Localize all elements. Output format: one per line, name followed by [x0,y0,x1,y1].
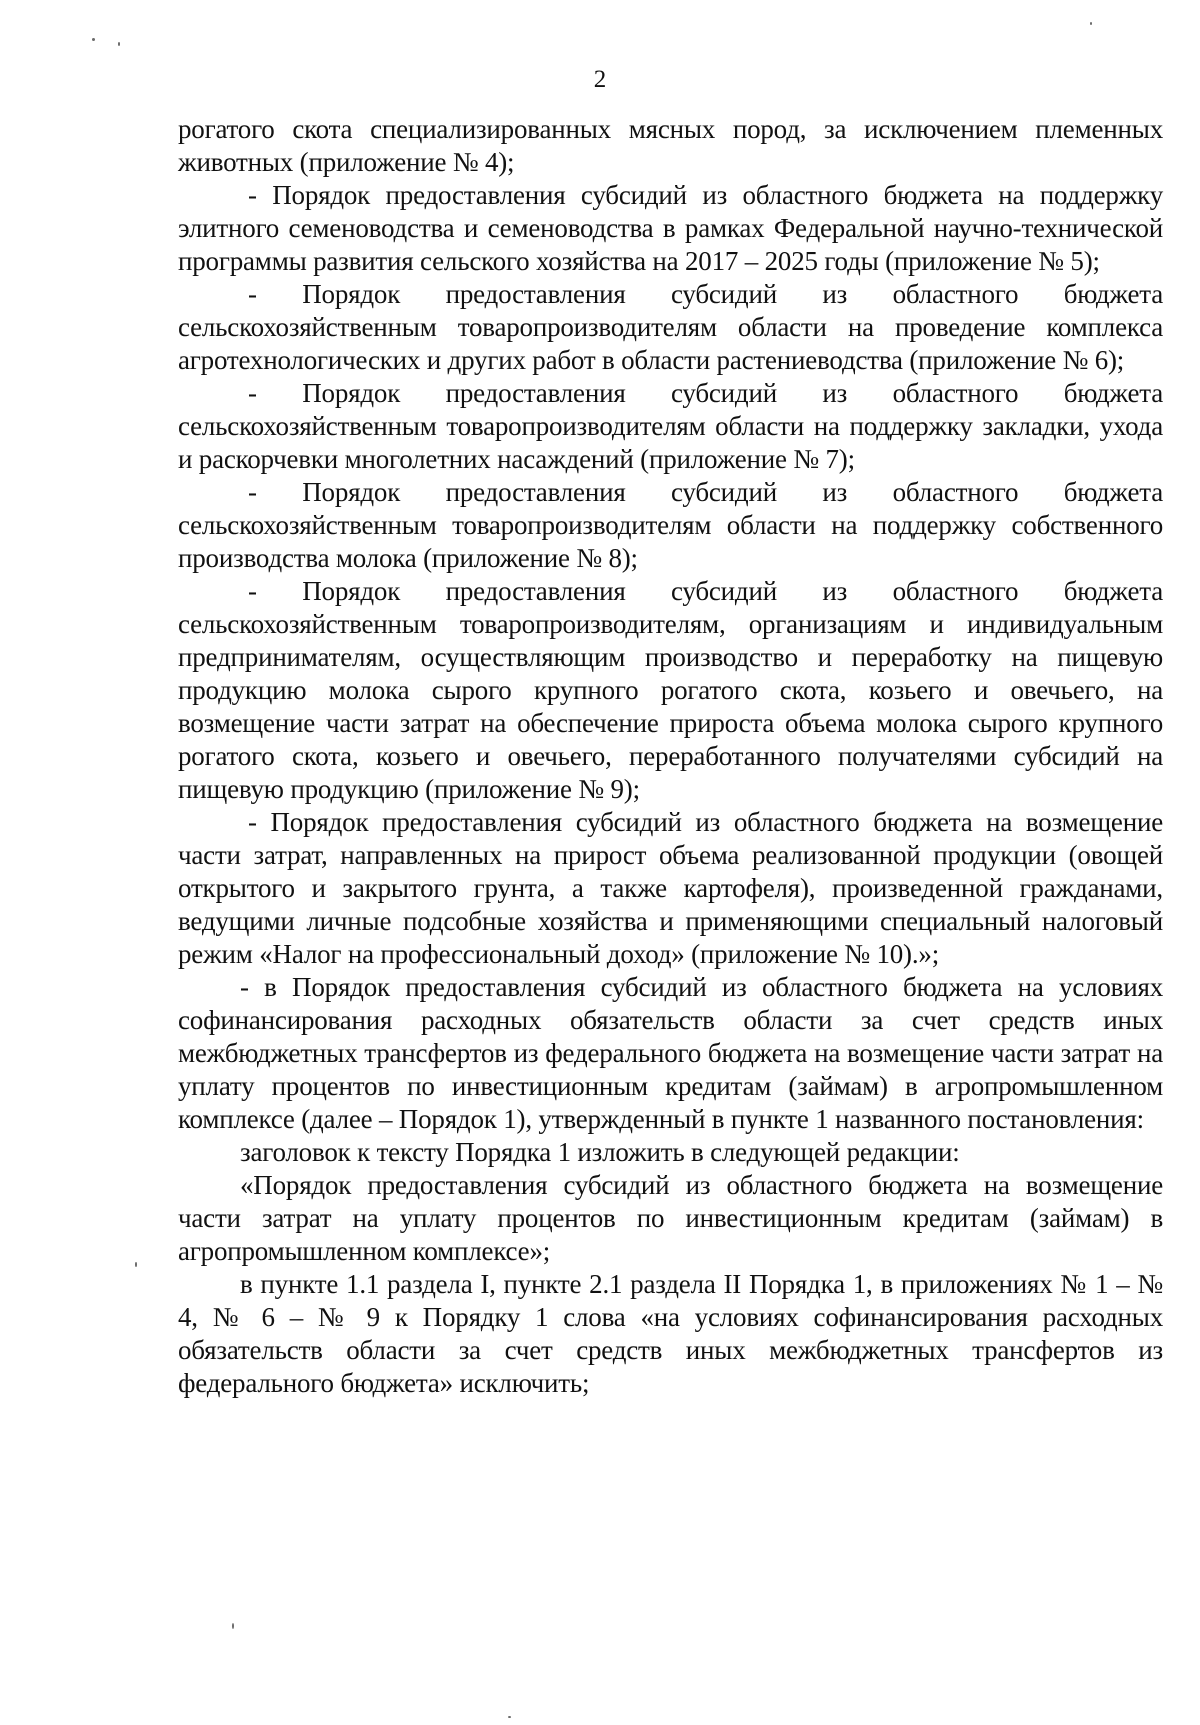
scan-speck [1090,22,1092,25]
scan-speck [232,1623,234,1629]
list-item-appendix-7: - Порядок предоставления субсидий из областного бюджета сельскохозяйственным товаропроизводителям области на поддержку закладки, ухода и раскорчевки многолетних насаждений (приложение № 7); [178,378,1163,474]
list-item-appendix-9: - Порядок предоставления субсидий из областного бюджета сельскохозяйственным товаропроизводителям, организациям и индивидуальным предпринимателям, осуществляющим производство и переработку на пищевую продукцию молока сырого крупного рогатого скота, козьего и овечьего, на возмещение части затрат на обеспечение прироста объема молока сырого крупного рогатого скота, козьего и овечьего, переработанного получателями субсидий на пищевую продукцию (приложение № 9); [178,576,1163,804]
amendment-procedure-1: - в Порядок предоставления субсидий из областного бюджета на условиях софинансирования расходных обязательств области за счет средств иных межбюджетных трансфертов из федерального бюджета на возмещение части затрат на уплату процентов по инвестиционным кредитам (займам) в агропромышленном комплексе (далее – Порядок 1), утвержденный в пункте 1 названного постановления: [178,972,1163,1134]
scan-speck [92,38,95,41]
scan-speck [118,42,120,46]
paragraph-continuation: рогатого скота специализированных мясных пород, за исключением племенных животных (приложение № 4); [178,114,1163,177]
words-removal-instruction: в пункте 1.1 раздела I, пункте 2.1 раздела II Порядка 1, в приложениях № 1 – № 4, № 6 – № 9 к Порядку 1 слова «на условиях софинансирования расходных обязательств области за счет средств иных межбюджетных трансфертов из федерального бюджета» исключить; [178,1269,1163,1398]
scan-speck [135,1262,137,1267]
scan-speck [508,1716,511,1718]
list-item-appendix-6: - Порядок предоставления субсидий из областного бюджета сельскохозяйственным товаропроизводителям области на проведение комплекса агротехнологических и других работ в области растениеводства (приложение № 6); [178,279,1163,375]
list-item-appendix-10: - Порядок предоставления субсидий из областного бюджета на возмещение части затрат, направленных на прирост объема реализованной продукции (овощей открытого и закрытого грунта, а также картофеля), произведенной гражданами, ведущими личные подсобные хозяйства и применяющими специальный налоговый режим «Налог на профессиональный доход» (приложение № 10).»; [178,807,1163,969]
heading-change-instruction: заголовок к тексту Порядка 1 изложить в следующей редакции: [240,1137,960,1167]
new-heading-text: «Порядок предоставления субсидий из областного бюджета на возмещение части затрат на уплату процентов по инвестиционным кредитам (займам) в агропромышленном комплексе»; [178,1170,1163,1266]
page-number: 2 [593,66,607,93]
list-item-appendix-5: - Порядок предоставления субсидий из областного бюджета на поддержку элитного семеноводства и семеноводства в рамках Федеральной научно-технической программы развития сельского хозяйства на 2017 – 2025 годы (приложение № 5); [178,180,1163,276]
list-item-appendix-8: - Порядок предоставления субсидий из областного бюджета сельскохозяйственным товаропроизводителям области на поддержку собственного производства молока (приложение № 8); [178,477,1163,573]
document-body [178,113,1163,1400]
